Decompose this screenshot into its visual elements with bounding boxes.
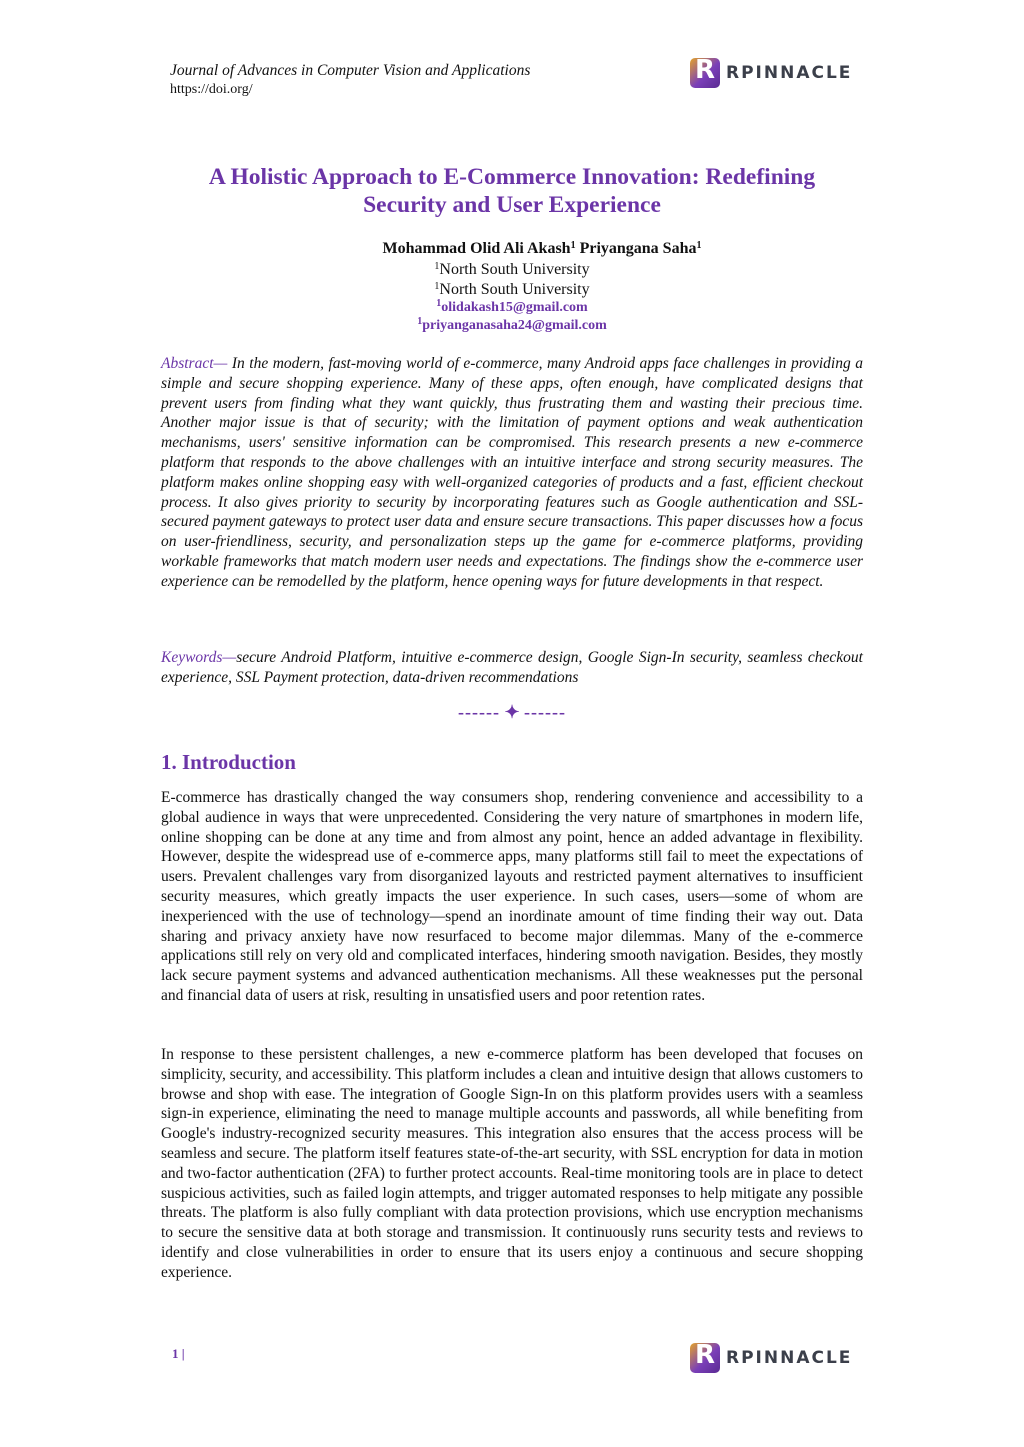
body-paragraph: E-commerce has drastically changed the way consumers shop, rendering convenience and accessibility to a global audience in ways that were unprecedented. Considering the very nature of smartphones in modern life, online shopping can be done at any time and from almost any point, hence an added advantage in flexibility. However, despite the widespread use of e-commerce apps, many platforms still fail to meet the expectations of users. Prevalent challenges vary from disorganized layouts and restricted payment alternatives to insufficient security measures, which greatly impacts the user experience. In such cases, users—some of whom are inexperienced with the use of technology—spend an inordinate amount of time finding their way out. Data sharing and privacy anxiety have now resurfaced to become major dilemmas. Many of the e-commerce applications still rely on very old and complicated interfaces, hindering smooth navigation. Besides, they mostly lack secure payment systems and advanced authentication mechanisms. All these weaknesses put the personal and financial data of users at risk, resulting in unsatisfied users and poor retention rates. <box>161 789 863 1004</box>
keywords-text: secure Android Platform, intuitive e-commerce design, Google Sign-In security, seamless checkout experience, SSL Payment protection, data-driven recommendations <box>161 649 863 686</box>
footer-logo-icon: R <box>690 1343 720 1373</box>
keywords-label: Keywords— <box>161 649 237 666</box>
publisher-logo <box>690 55 853 88</box>
paper-title-line2: Security and User Experience <box>363 192 661 218</box>
section-divider: ------ ✦ ------ <box>457 702 567 722</box>
author-email[interactable]: $^1$priyanganasaha24@gmail.com <box>417 316 607 333</box>
section-heading: 1. Introduction <box>161 750 296 774</box>
body-paragraph: In response to these persistent challenges, a new e-commerce platform has been developed that focuses on simplicity, security, and accessibility. This platform includes a clean and intuitive design that allows customers to browse and shop with ease. The integration of Google Sign-In on this platform provides users with a seamless sign-in experience, eliminating the need to manage multiple accounts and passwords, all while benefiting from Google's industry-recognized security measures. This integration also ensures that the access process will be seamless and secure. The platform itself features state-of-the-art security, with SSL encryption for data in motion and two-factor authentication (2FA) to further protect accounts. Real-time monitoring tools are in place to detect suspicious activities, such as failed login attempts, and trigger automated responses to help mitigate any possible threats. The platform is also fully compliant with data protection provisions, which use encryption mechanisms to secure the sensitive data at both storage and transmission. It continuously runs security tests and reviews to identify and close vulnerabilities in order to ensure that its users enjoy a continuous and secure shopping experience. <box>161 1046 863 1281</box>
author-name: Mohammad Olid Ali Akash <box>382 240 571 257</box>
author-name: Priyangana Saha <box>579 240 697 257</box>
author-list: Mohammad Olid Ali Akash$^1$ Priyangana Saha$^1$ <box>382 240 702 257</box>
affiliation: $^1$North South University <box>434 261 590 278</box>
star-icon: ✦ <box>504 702 520 722</box>
keywords <box>161 648 863 688</box>
paper-title-line1: A Holistic Approach to E-Commerce Innovation: Redefining <box>208 164 816 190</box>
abstract-label: Abstract— <box>161 355 228 372</box>
paper-title <box>150 163 874 219</box>
publisher-logo-icon: R <box>690 58 720 88</box>
footer-logo-text: RPINNACLE <box>726 1348 853 1368</box>
journal-name: Journal of Advances in Computer Vision and Applications <box>170 62 531 79</box>
page-number: 1 | <box>172 1346 185 1361</box>
abstract <box>161 354 863 592</box>
doi-link[interactable]: https://doi.org/ <box>170 82 253 97</box>
abstract-text: In the modern, fast-moving world of e-commerce, many Android apps face challenges in providing a simple and secure shopping experience. Many of these apps, often enough, have complicated designs that prevent users from finding what they want quickly, thus frustrating them and wasting their precious time. Another major issue is that of security; with the limitation of payment options and weak authentication mechanisms, users' sensitive information can be compromised. This research presents a new e-commerce platform that responds to the above challenges with an intuitive interface and strong security measures. The platform makes online shopping easy with well-organized categories of products and a fast, efficient checkout process. It also gives priority to security by incorporating features such as Google authentication and SSL-secured payment gateways to protect user data and ensure secure transactions. This paper discusses how a focus on user-friendliness, security, and personalization steps up the game for e-commerce platforms, providing workable frameworks that match modern user needs and expectations. The findings show the e-commerce user experience can be remodelled by the platform, hence opening ways for future developments in that respect. <box>161 355 863 590</box>
author-email[interactable]: $^1$olidakash15@gmail.com <box>436 298 588 315</box>
footer-logo <box>690 1340 853 1373</box>
publisher-logo-text: RPINNACLE <box>726 63 853 83</box>
affiliation: $^1$North South University <box>434 281 590 298</box>
